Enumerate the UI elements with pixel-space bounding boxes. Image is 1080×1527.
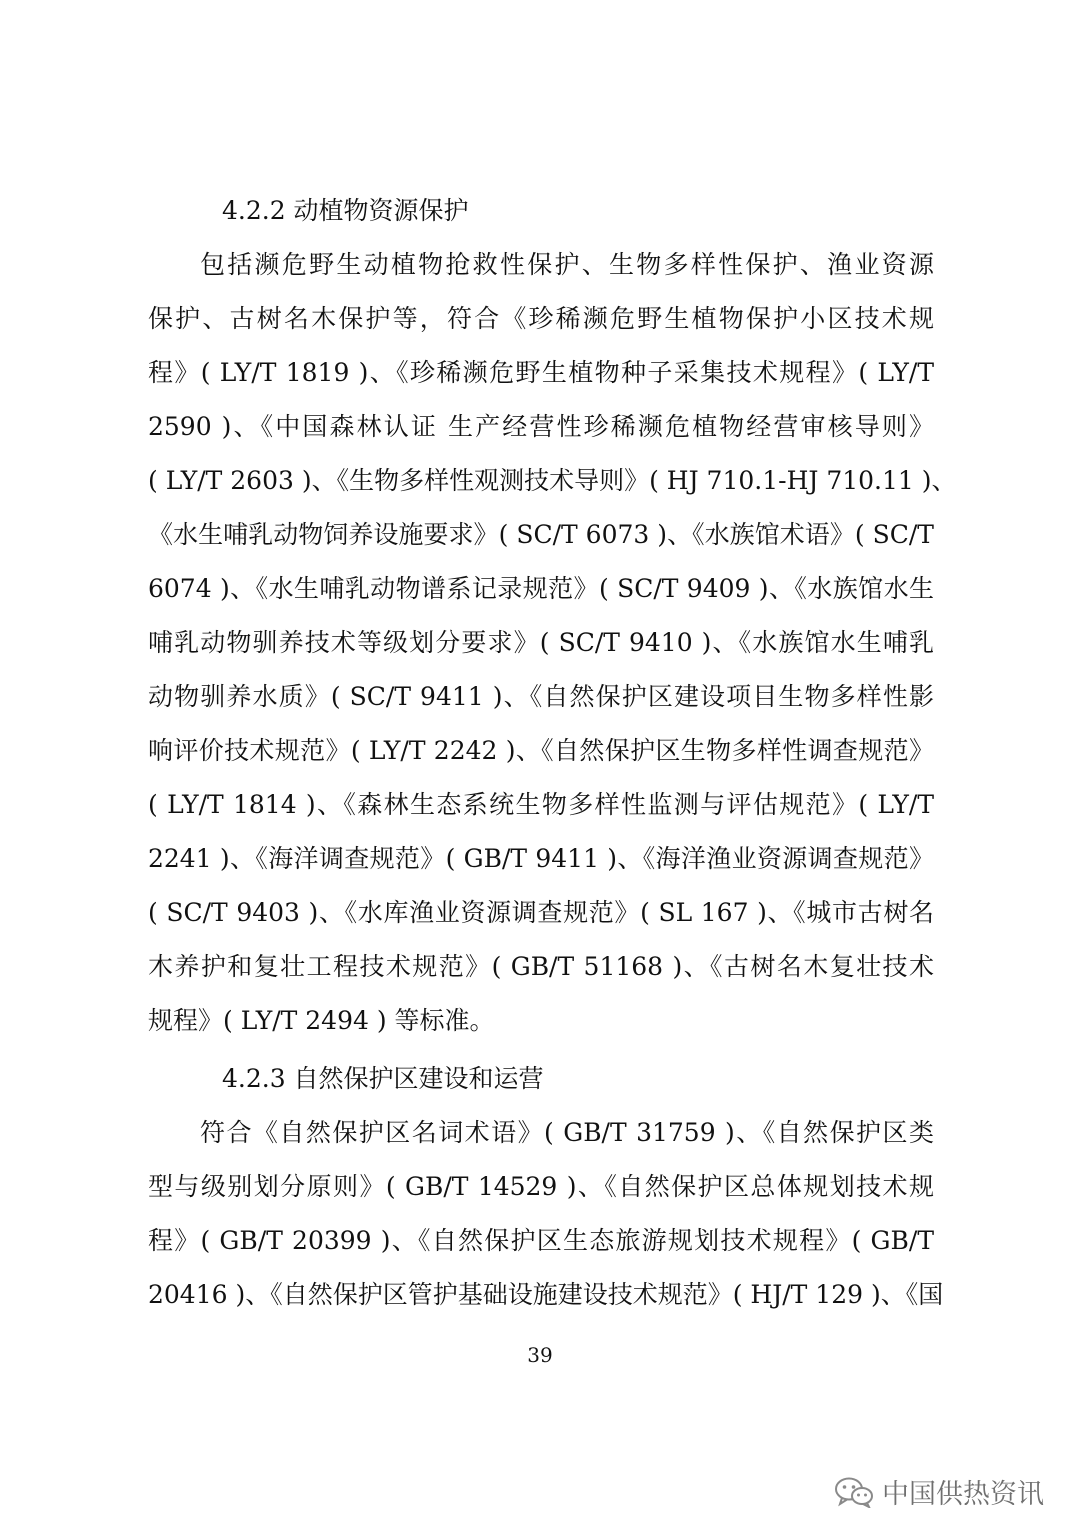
paragraph-line: 木养护和复壮工程技术规范》( GB/T 51168 )、《古树名木复壮技术 [148,952,934,981]
paragraph-line: 包括濒危野生动植物抢救性保护、生物多样性保护、渔业资源 [200,250,934,279]
paragraph-line: 规程》( LY/T 2494 ) 等标准。 [148,1006,495,1035]
paragraph-line: 动物驯养水质》( SC/T 9411 )、《自然保护区建设项目生物多样性影 [148,682,934,711]
paragraph-line: ( SC/T 9403 )、《水库渔业资源调查规范》( SL 167 )、《城市古树名 [148,898,934,927]
paragraph-line: 哺乳动物驯养技术等级划分要求》( SC/T 9410 )、《水族馆水生哺乳 [148,628,934,657]
paragraph-line: 6074 )、《水生哺乳动物谱系记录规范》( SC/T 9409 )、《水族馆水生 [148,574,934,603]
paragraph-line: 型与级别划分原则》( GB/T 14529 )、《自然保护区总体规划技术规 [148,1172,934,1201]
paragraph-line: ( LY/T 2603 )、《生物多样性观测技术导则》( HJ 710.1-HJ 710.11 )、 [148,466,957,495]
paragraph-line: 2590 )、《中国森林认证 生产经营性珍稀濒危植物经营审核导则》 [148,412,934,441]
paragraph-line: 2241 )、《海洋调查规范》( GB/T 9411 )、《海洋渔业资源调查规范》 [148,844,934,873]
watermark-text: 中国供热资讯 [882,1479,1044,1510]
paragraph-line: 符合《自然保护区名词术语》( GB/T 31759 )、《自然保护区类 [200,1118,934,1147]
paragraph-line: 响评价技术规范》( LY/T 2242 )、《自然保护区生物多样性调查规范》 [148,736,934,765]
paragraph-line: 保护、古树名木保护等，符合《珍稀濒危野生植物保护小区技术规 [148,304,934,333]
section-heading-4-2-2: 4.2.2 动植物资源保护 [222,196,469,225]
paragraph-line: 20416 )、《自然保护区管护基础设施建设技术规范》( HJ/T 129 )、《国 [148,1280,944,1309]
paragraph-line: ( LY/T 1814 )、《森林生态系统生物多样性监测与评估规范》( LY/T [148,790,934,819]
paragraph-line: 程》( LY/T 1819 )、《珍稀濒危野生植物种子采集技术规程》( LY/T [148,358,934,387]
section-heading-4-2-3: 4.2.3 自然保护区建设和运营 [222,1064,544,1093]
watermark [834,1472,1044,1511]
page-number: 39 [527,1343,553,1367]
paragraph-line: 程》( GB/T 20399 )、《自然保护区生态旅游规划技术规程》( GB/T [148,1226,934,1255]
wechat-icon [834,1476,874,1508]
paragraph-line: 《水生哺乳动物饲养设施要求》( SC/T 6073 )、《水族馆术语》( SC/T [148,520,934,549]
